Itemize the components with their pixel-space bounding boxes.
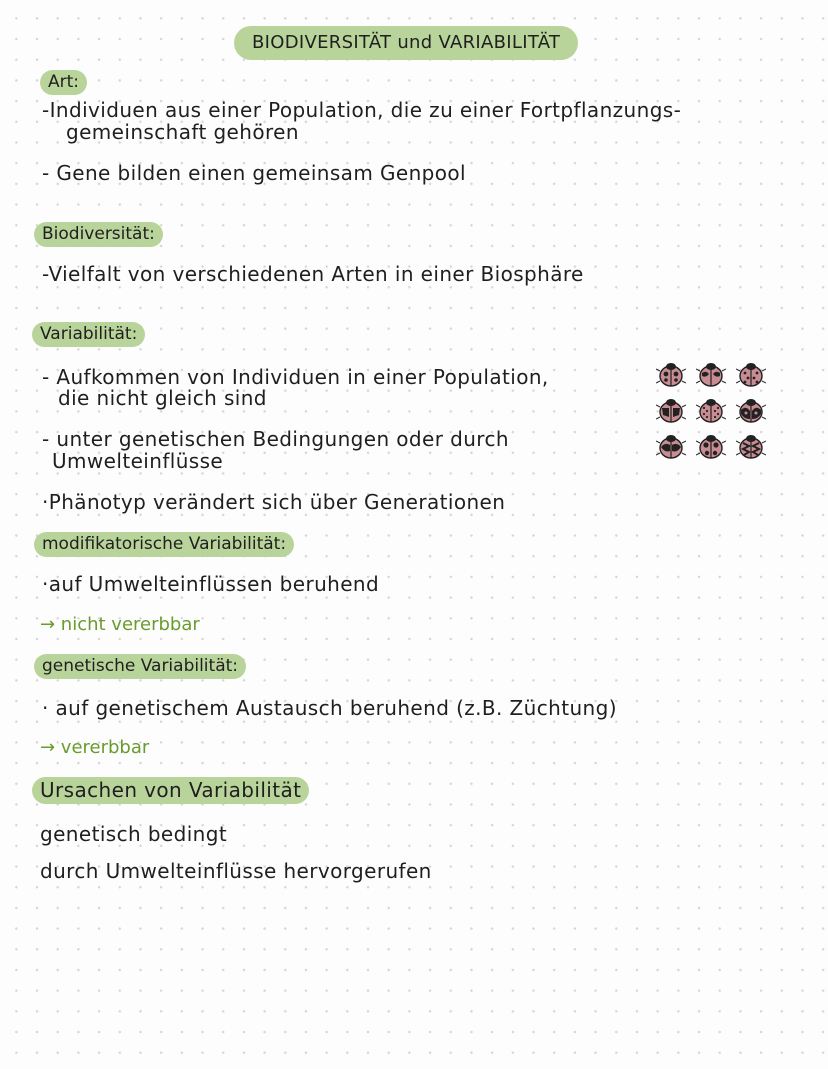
art-line-2: - Gene bilden einen gemeinsam Genpool: [42, 161, 466, 185]
ladybug-icon: [736, 433, 766, 461]
art-line-1b: gemeinschaft gehören: [66, 120, 299, 144]
heading-genetisch: genetische Variabilität:: [34, 654, 246, 679]
art-line-1a: -Individuen aus einer Population, die zu einer Fortpflanzungs-: [42, 98, 682, 122]
ladybug-grid: [656, 361, 776, 461]
genetisch-line-1: · auf genetischem Austausch beruhend (z.B. Züchtung): [42, 696, 617, 720]
ladybug-icon: [736, 361, 766, 389]
heading-ursachen: Ursachen von Variabilität: [32, 777, 309, 804]
variabilitaet-line-1b: die nicht gleich sind: [58, 386, 267, 410]
ursachen-line-2: durch Umwelteinflüsse hervorgerufen: [40, 859, 432, 883]
page-title: BIODIVERSITÄT und VARIABILITÄT: [234, 26, 578, 60]
variabilitaet-line-2a: - unter genetischen Bedingungen oder durch: [42, 427, 509, 451]
ladybug-icon: [656, 397, 686, 425]
variabilitaet-line-3: ·Phänotyp verändert sich über Generationen: [42, 490, 506, 514]
modifikatorisch-line-1: ·auf Umwelteinflüssen beruhend: [42, 572, 380, 596]
variabilitaet-line-1a: - Aufkommen von Individuen in einer Population,: [42, 365, 549, 389]
heading-biodiversitaet: Biodiversität:: [34, 222, 163, 247]
ladybug-icon: [656, 433, 686, 461]
heading-art: Art:: [40, 70, 87, 95]
ladybug-icon: [696, 397, 726, 425]
modifikatorisch-note: → nicht vererbbar: [40, 614, 200, 635]
genetisch-note: → vererbbar: [40, 737, 150, 758]
variabilitaet-line-2b: Umwelteinflüsse: [52, 449, 224, 473]
ladybug-icon: [696, 361, 726, 389]
ladybug-icon: [696, 433, 726, 461]
biodiversitaet-line-1: -Vielfalt von verschiedenen Arten in einer Biosphäre: [42, 262, 584, 286]
ursachen-line-1: genetisch bedingt: [40, 822, 228, 846]
heading-modifikatorisch: modifikatorische Variabilität:: [34, 532, 294, 557]
ladybug-icon: [736, 397, 766, 425]
heading-variabilitaet: Variabilität:: [32, 322, 145, 347]
ladybug-icon: [656, 361, 686, 389]
